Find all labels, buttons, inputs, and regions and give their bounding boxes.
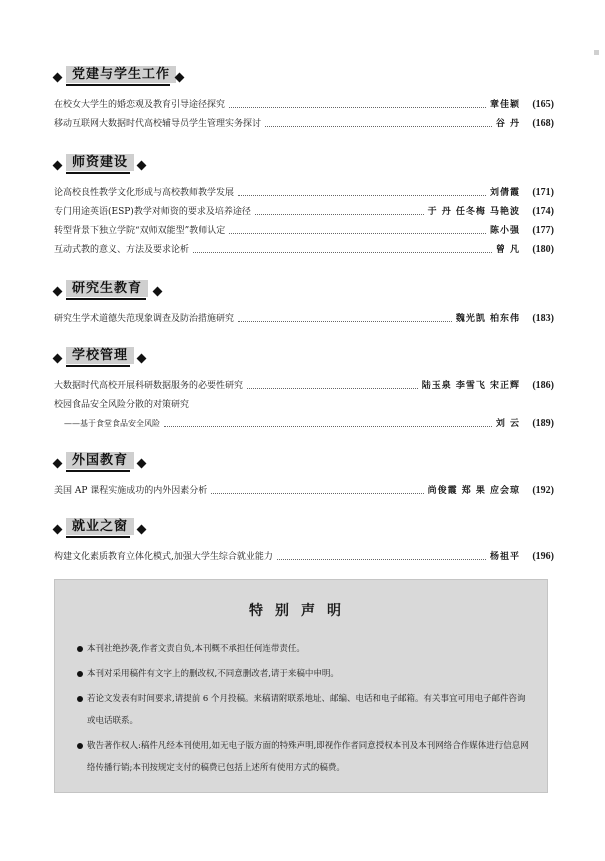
section-title: 党建与学生工作	[66, 66, 176, 83]
section-party-building	[54, 66, 554, 130]
notice-item	[77, 663, 531, 685]
section-school-management	[54, 347, 554, 430]
entry-author: 杨祖平	[489, 552, 520, 562]
section-employment	[54, 518, 554, 563]
bullet-icon	[77, 743, 83, 749]
entry-list	[54, 180, 554, 256]
entry-page: (183)	[532, 313, 554, 324]
entry-title: 在校女大学生的婚恋观及教育引导途径探究	[54, 100, 226, 110]
entry-author: 陆玉泉 李雪飞 宋正辉	[421, 381, 520, 391]
dot-leader	[255, 213, 424, 215]
diamond-icon	[53, 459, 63, 469]
entry-title: 美国 AP 课程实施成功的内外因素分析	[54, 486, 208, 496]
entry-author: 于 丹 任冬梅 马艳波	[427, 207, 520, 217]
entry-author: 魏光凯 柏东伟	[455, 314, 520, 324]
diamond-icon	[53, 161, 63, 171]
bullet-icon	[77, 671, 83, 677]
bullet-icon	[77, 696, 83, 702]
section-underline	[66, 365, 130, 367]
toc-entry[interactable]	[54, 306, 554, 325]
toc-entry[interactable]	[54, 92, 554, 111]
entry-author: 陈小强	[489, 226, 520, 236]
diamond-icon	[137, 525, 147, 535]
section-underline	[66, 172, 130, 174]
section-graduate-education	[54, 280, 554, 325]
toc-entry-subtitle[interactable]	[54, 411, 554, 430]
toc-entry[interactable]	[54, 111, 554, 130]
dot-leader	[229, 106, 486, 108]
entry-title: 互动式教的意义、方法及要求论析	[54, 245, 190, 255]
entry-title: 构建文化素质教育立体化模式,加强大学生综合就业能力	[54, 552, 273, 562]
diamond-icon	[53, 525, 63, 535]
entry-subtitle: ——基于食堂食品安全风险	[64, 419, 160, 428]
entry-page: (186)	[532, 380, 554, 391]
entry-author: 章佳颖	[489, 100, 520, 110]
section-title: 外国教育	[66, 452, 134, 469]
entry-title: 论高校良性教学文化形成与高校教师教学发展	[54, 188, 235, 198]
notice-text: 敬告著作权人:稿件凡经本刊使用,如无电子版方面的特殊声明,即视作作者同意授权本刊及本刊网络合作媒体进行信息网络传播行销;本刊按规定支付的稿费已包括上述所有使用方式的稿费。	[87, 741, 529, 773]
section-header	[54, 452, 554, 478]
entry-page: (165)	[532, 99, 554, 110]
section-underline	[66, 298, 146, 300]
dot-leader	[238, 320, 452, 322]
toc-entry[interactable]	[54, 544, 554, 563]
section-foreign-education	[54, 452, 554, 497]
entry-author: 尚俊霞 郑 果 应会琼	[427, 486, 520, 496]
diamond-icon	[153, 287, 163, 297]
notice-item	[77, 638, 531, 660]
section-header	[54, 154, 554, 180]
entry-author: 刘 云	[495, 419, 520, 429]
notice-text: 本刊对采用稿件有文字上的删改权,不同意删改者,请于来稿中申明。	[87, 669, 339, 679]
notice-item	[77, 688, 531, 732]
section-underline	[66, 470, 130, 472]
section-header	[54, 280, 554, 306]
dot-leader	[238, 194, 486, 196]
section-title: 学校管理	[66, 347, 134, 364]
diamond-icon	[137, 161, 147, 171]
diamond-icon	[53, 287, 63, 297]
entry-list	[54, 544, 554, 563]
entry-author: 刘倩霞	[489, 188, 520, 198]
notice-title: 特别声明	[249, 603, 353, 619]
dot-leader	[265, 125, 492, 127]
dot-leader	[164, 425, 492, 427]
entry-title: 研究生学术道德失范现象调查及防治措施研究	[54, 314, 235, 324]
special-notice-box	[54, 579, 548, 793]
section-title: 研究生教育	[66, 280, 148, 297]
entry-page: (196)	[532, 551, 554, 562]
entry-author: 谷 丹	[495, 119, 520, 129]
entry-list	[54, 306, 554, 325]
entry-page: (189)	[532, 418, 554, 429]
entry-page: (171)	[532, 187, 554, 198]
diamond-icon	[137, 459, 147, 469]
entry-title: 大数据时代高校开展科研数据服务的必要性研究	[54, 381, 244, 391]
toc-entry[interactable]	[54, 392, 554, 411]
notice-text: 本刊社绝抄袭,作者文责自负,本刊概不承担任何连带责任。	[87, 644, 305, 654]
entry-title: 专门用途英语(ESP)教学对师资的要求及培养途径	[54, 207, 251, 217]
entry-list	[54, 92, 554, 130]
dot-leader	[211, 492, 423, 494]
diamond-icon	[175, 73, 185, 83]
corner-mark	[594, 50, 599, 55]
section-header	[54, 518, 554, 544]
section-faculty	[54, 154, 554, 256]
entry-list	[54, 373, 554, 430]
entry-page: (168)	[532, 118, 554, 129]
entry-page: (192)	[532, 485, 554, 496]
section-header	[54, 66, 554, 92]
toc-entry[interactable]	[54, 199, 554, 218]
diamond-icon	[137, 354, 147, 364]
section-header	[54, 347, 554, 373]
diamond-icon	[53, 354, 63, 364]
entry-title: 校园食品安全风险分散的对策研究	[54, 400, 190, 410]
entry-page: (180)	[532, 244, 554, 255]
toc-entry[interactable]	[54, 237, 554, 256]
toc-entry[interactable]	[54, 373, 554, 392]
section-underline	[66, 536, 130, 538]
entry-page: (177)	[532, 225, 554, 236]
entry-page: (174)	[532, 206, 554, 217]
bullet-icon	[77, 646, 83, 652]
entry-title: 转型背景下独立学院“双师双能型”教师认定	[54, 226, 226, 236]
notice-text: 若论文发表有时间要求,请提前 6 个月投稿。来稿请附联系地址、邮编、电话和电子邮箱。有关事宜可用电子邮件咨询或电话联系。	[87, 694, 526, 726]
dot-leader	[247, 387, 418, 389]
notice-list	[77, 638, 531, 782]
notice-item	[77, 735, 531, 779]
dot-leader	[229, 232, 486, 234]
entry-list	[54, 478, 554, 497]
toc-entry[interactable]	[54, 218, 554, 237]
dot-leader	[193, 251, 492, 253]
entry-title: 移动互联网大数据时代高校辅导员学生管理实务探讨	[54, 119, 262, 129]
toc-entry[interactable]	[54, 478, 554, 497]
section-title: 师资建设	[66, 154, 134, 171]
toc-entry[interactable]	[54, 180, 554, 199]
section-title: 就业之窗	[66, 518, 134, 535]
dot-leader	[277, 558, 486, 560]
section-underline	[66, 84, 170, 86]
diamond-icon	[53, 73, 63, 83]
entry-author: 曾 凡	[495, 245, 520, 255]
